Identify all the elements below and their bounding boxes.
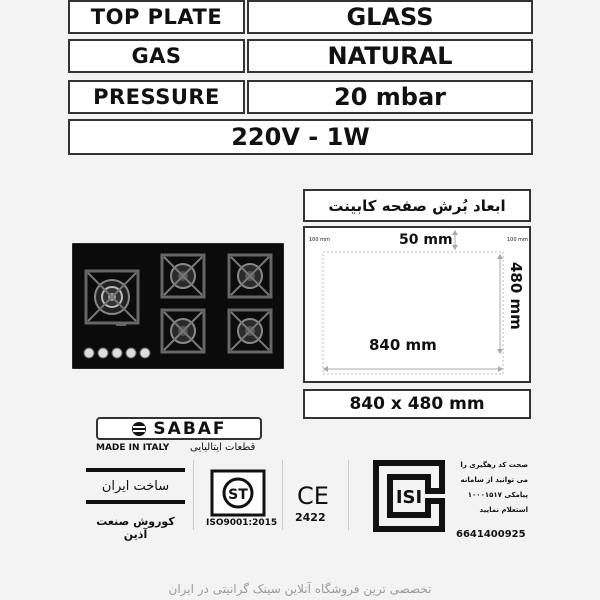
divider: [86, 468, 185, 472]
divider: [86, 500, 185, 504]
margin-right-label: 100 mm: [507, 237, 528, 243]
sabaf-emblem-icon: [131, 421, 147, 437]
company-name: کوروش صنعت آذین: [96, 515, 175, 541]
spec-value-top-plate: GLASS: [247, 0, 533, 34]
cutout-diagram: [303, 226, 531, 383]
svg-text:ISI: ISI: [395, 487, 423, 508]
power-rating: 220V - 1W: [68, 119, 533, 155]
italian-parts: قطعات ایتالیایی: [190, 442, 256, 453]
iso-certification-icon: [210, 469, 266, 517]
verification-text: [458, 458, 528, 518]
svg-text:CE: CE: [297, 482, 329, 508]
margin-left-label: 100 mm: [309, 237, 330, 243]
divider: [193, 460, 194, 530]
divider: [282, 460, 283, 530]
spec-value-gas: NATURAL: [247, 39, 533, 73]
verification-line: صحت کد رهگیری را: [460, 461, 528, 469]
iso-label: ISO9001:2015: [206, 518, 278, 528]
height-label: 480 mm: [507, 262, 525, 330]
spec-value-pressure: 20 mbar: [247, 80, 533, 114]
spec-label-gas: GAS: [68, 39, 245, 73]
verification-line: استعلام نمایید: [479, 506, 528, 514]
cutout-size: 840 x 480 mm: [303, 389, 531, 419]
made-in-iran: ساخت ایران: [101, 479, 170, 494]
sabaf-logo: [96, 417, 262, 440]
iran-standard-icon: [368, 457, 450, 535]
brand-mark-icon: [116, 323, 126, 326]
spec-label-pressure: PRESSURE: [68, 80, 245, 114]
footer-tagline: تخصصی ترین فروشگاه آنلاین سینک گرانیتی در ایران: [168, 582, 432, 596]
cutout-guides-icon: [305, 228, 529, 381]
verification-line: می توانید از سامانه: [460, 476, 528, 484]
made-in-italy: MADE IN ITALY: [96, 443, 170, 453]
verification-line: پیامکی ۱۰۰۰۱۵۱۷: [467, 491, 528, 499]
divider: [348, 460, 349, 530]
ce-mark-icon: [292, 482, 334, 508]
verification-code: 6641400925: [456, 529, 526, 540]
spec-label-top-plate: TOP PLATE: [68, 0, 245, 34]
top-gap-label: 50 mm: [399, 232, 453, 248]
width-label: 840 mm: [369, 336, 437, 354]
brand-name: SABAF: [153, 418, 227, 439]
svg-text:ST: ST: [228, 487, 248, 503]
cutout-title: ابعاد بُرش صفحه کابینت: [303, 189, 531, 222]
ce-number: 2422: [295, 511, 326, 524]
cooktop-image: [72, 243, 284, 369]
